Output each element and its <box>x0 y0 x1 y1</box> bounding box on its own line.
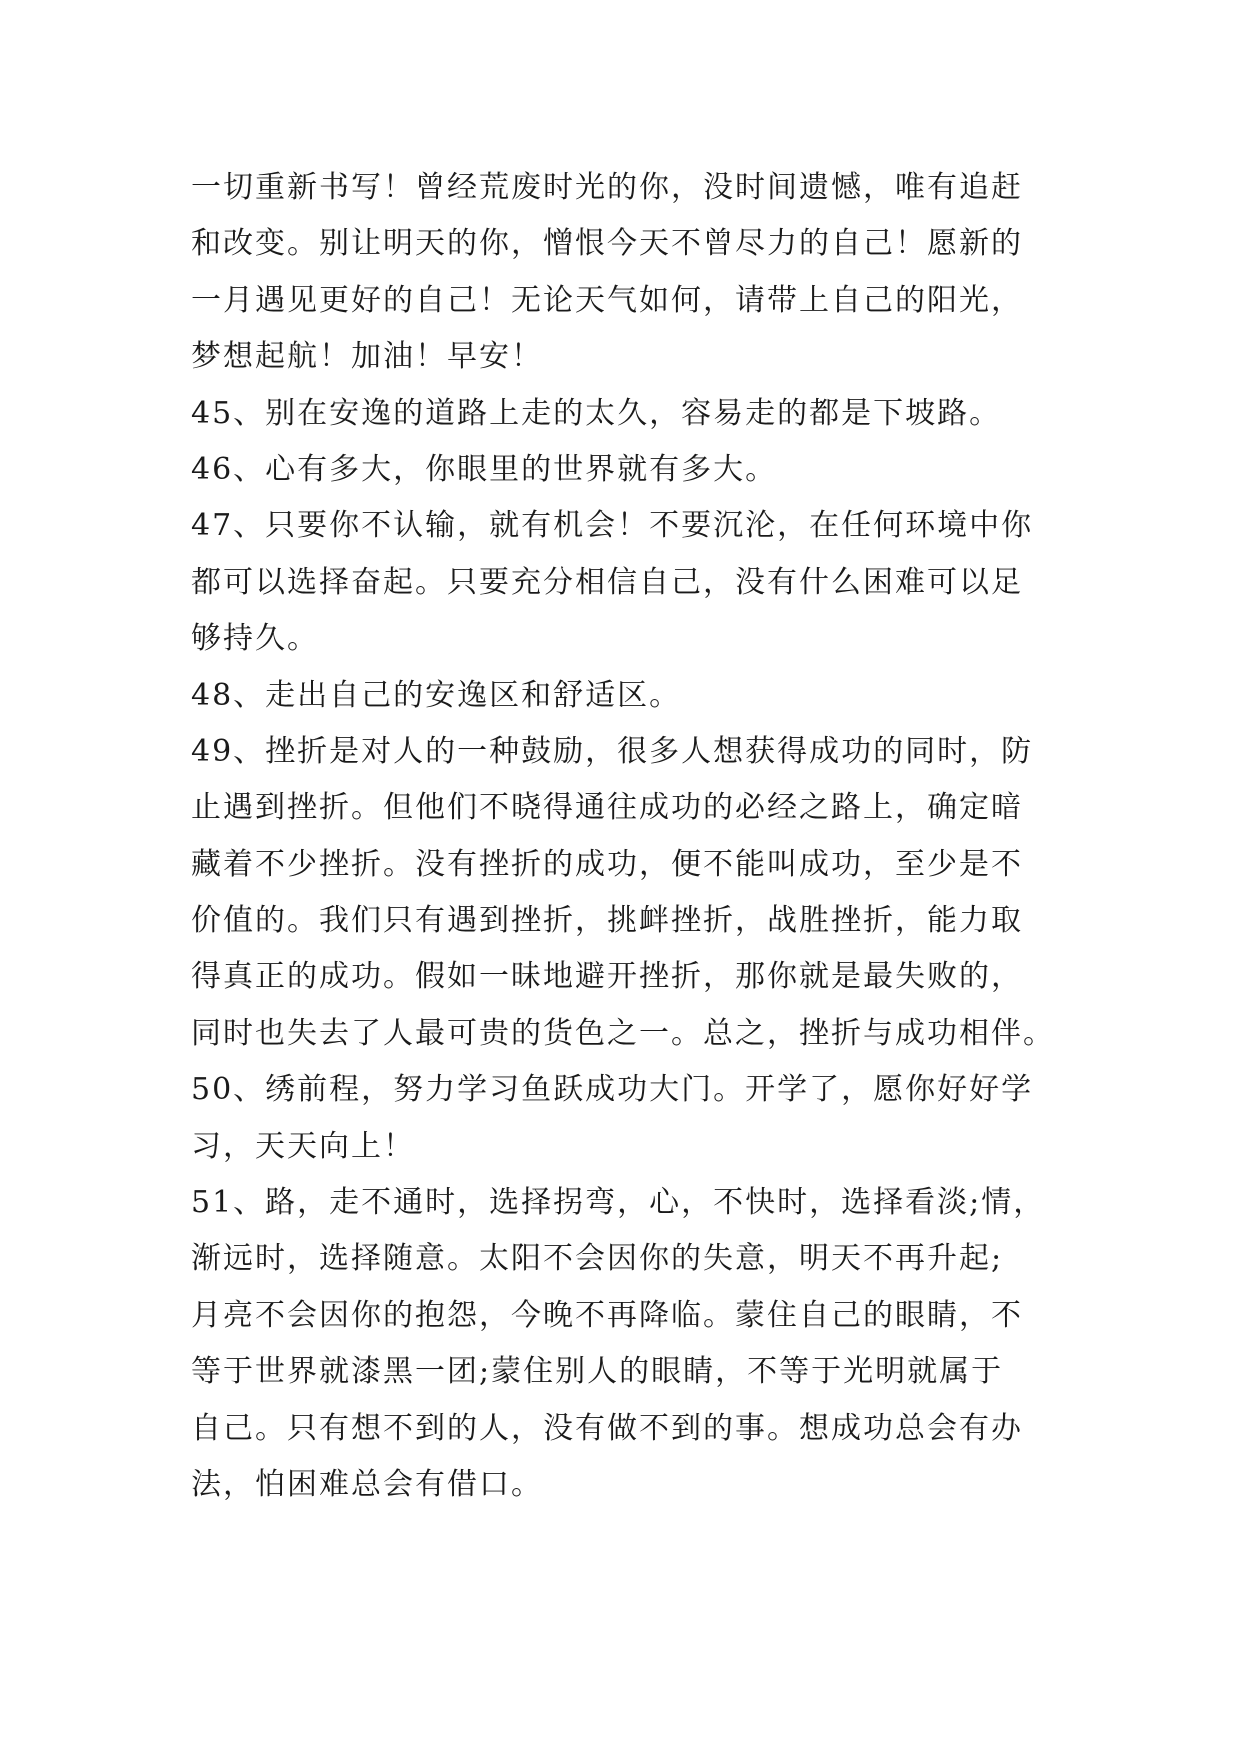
text-line: 一月遇见更好的自己！无论天气如何，请带上自己的阳光， <box>191 282 1023 318</box>
text-line: 和改变。别让明天的你，憎恨今天不曾尽力的自己！愿新的 <box>191 226 1023 262</box>
item-46-line: 46、心有多大，你眼里的世界就有多大。 <box>191 451 778 487</box>
item-50-line: 50、绣前程，努力学习鱼跃成功大门。开学了，愿你好好学 <box>191 1072 1034 1108</box>
text-line: 法，怕困难总会有借口。 <box>191 1466 543 1502</box>
item-49-line: 49、挫折是对人的一种鼓励，很多人想获得成功的同时，防 <box>191 733 1034 769</box>
item-51-line: 51、路，走不通时，选择拐弯，心，不快时，选择看淡;情， <box>191 1185 1046 1221</box>
text-line: 够持久。 <box>191 621 319 657</box>
text-line: 都可以选择奋起。只要充分相信自己，没有什么困难可以足 <box>191 564 1023 600</box>
text-line: 习，天天向上！ <box>191 1128 415 1164</box>
text-line: 梦想起航！加油！早安！ <box>191 339 543 375</box>
text-line: 月亮不会因你的抱怨，今晚不再降临。蒙住自己的眼睛，不 <box>191 1297 1023 1333</box>
item-45-line: 45、别在安逸的道路上走的太久，容易走的都是下坡路。 <box>191 395 1002 431</box>
text-line: 渐远时，选择随意。太阳不会因你的失意，明天不再升起; <box>191 1241 1004 1277</box>
text-line: 等于世界就漆黑一团;蒙住别人的眼睛，不等于光明就属于 <box>191 1354 1004 1390</box>
text-line: 一切重新书写！曾经荒废时光的你，没时间遗憾，唯有追赶 <box>191 170 1023 205</box>
text-line: 同时也失去了人最可贵的货色之一。总之，挫折与成功相伴。 <box>191 1015 1055 1051</box>
text-line: 得真正的成功。假如一昧地避开挫折，那你就是最失败的， <box>191 959 1023 995</box>
document-body-text <box>191 160 1091 1513</box>
item-47-line: 47、只要你不认输，就有机会！不要沉沦，在任何环境中你 <box>191 508 1034 544</box>
text-line: 自己。只有想不到的人，没有做不到的事。想成功总会有办 <box>191 1410 1023 1446</box>
text-line: 止遇到挫折。但他们不晓得通往成功的必经之路上，确定暗 <box>191 790 1023 826</box>
text-line: 藏着不少挫折。没有挫折的成功，便不能叫成功，至少是不 <box>191 846 1023 882</box>
item-48-line: 48、走出自己的安逸区和舒适区。 <box>191 677 682 713</box>
text-line: 价值的。我们只有遇到挫折，挑衅挫折，战胜挫折，能力取 <box>191 903 1023 939</box>
